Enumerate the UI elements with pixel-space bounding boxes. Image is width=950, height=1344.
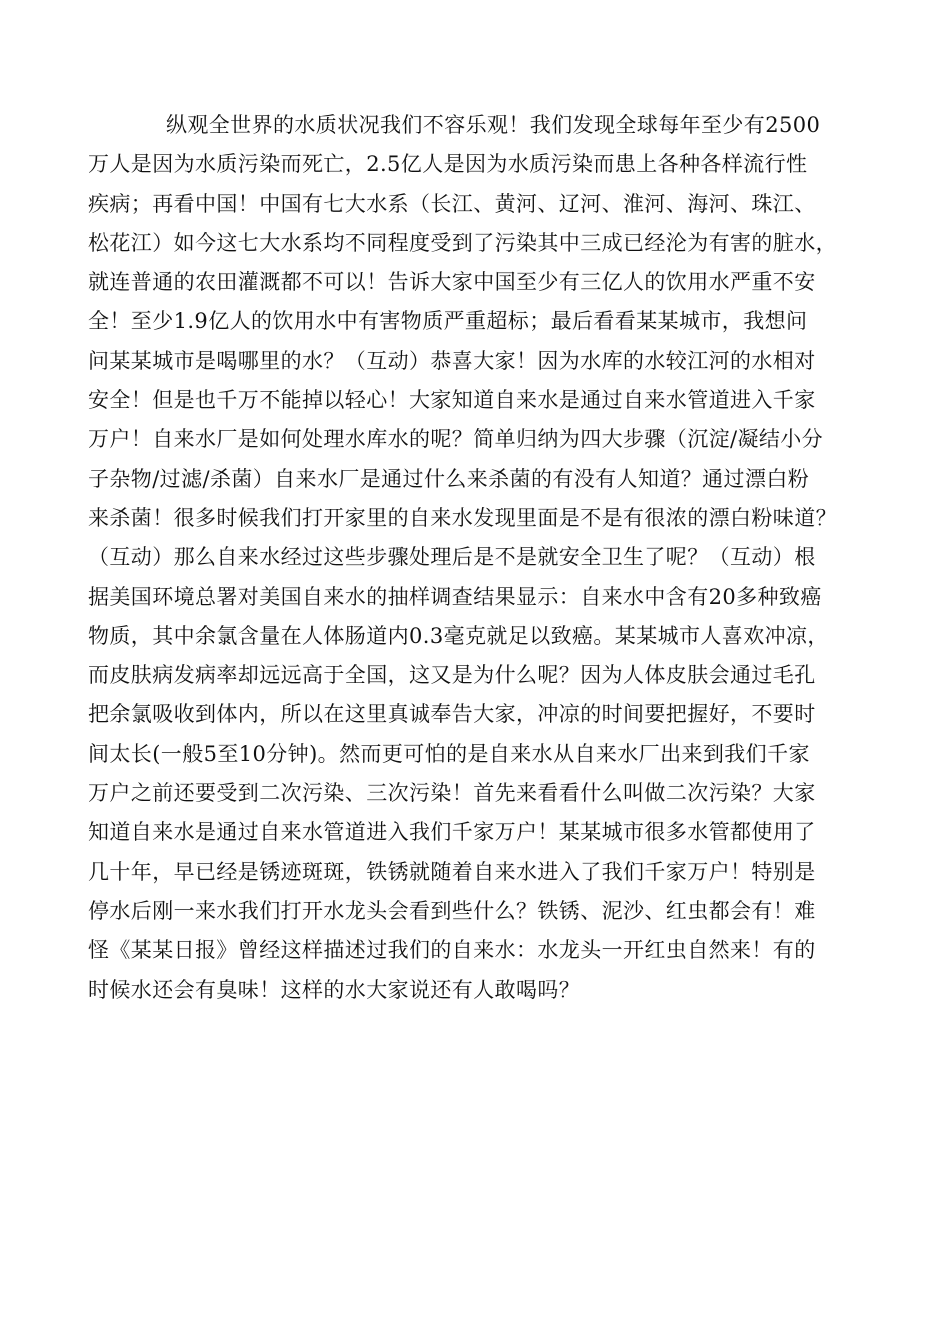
text-line: 安全！但是也千万不能掉以轻心！大家知道自来水是通过自来水管道进入千家 <box>88 388 816 413</box>
text-line: 万人是因为水质污染而死亡，2.5亿人是因为水质污染而患上各种各样流行性 <box>88 152 808 177</box>
text-line: 疾病；再看中国！中国有七大水系（长江、黄河、辽河、淮河、海河、珠江、 <box>88 191 816 216</box>
text-line: 物质，其中余氯含量在人体肠道内0.3毫克就足以致癌。某某城市人喜欢冲凉， <box>88 623 829 648</box>
text-line: 时候水还会有臭味！这样的水大家说还有人敢喝吗？ <box>88 977 581 1002</box>
text-line: 而皮肤病发病率却远远高于全国，这又是为什么呢？因为人体皮肤会通过毛孔 <box>88 663 816 688</box>
text-line: 怪《某某日报》曾经这样描述过我们的自来水：水龙头一开红虫自然来！有的 <box>88 938 816 963</box>
text-line: 几十年，早已经是锈迹斑斑，铁锈就随着自来水进入了我们千家万户！特别是 <box>88 859 816 884</box>
text-line: 把余氯吸收到体内，所以在这里真诚奉告大家，冲凉的时间要把握好，不要时 <box>88 702 816 727</box>
text-line: 问某某城市是喝哪里的水？（互动）恭喜大家！因为水库的水较江河的水相对 <box>88 348 816 373</box>
text-line: 知道自来水是通过自来水管道进入我们千家万户！某某城市很多水管都使用了 <box>88 820 816 845</box>
text-line: 就连普通的农田灌溉都不可以！告诉大家中国至少有三亿人的饮用水严重不安 <box>88 270 816 295</box>
text-line: 子杂物/过滤/杀菌）自来水厂是通过什么来杀菌的有没有人知道？通过漂白粉 <box>88 466 810 491</box>
text-line: 据美国环境总署对美国自来水的抽样调查结果显示：自来水中含有20多种致癌 <box>88 584 822 609</box>
text-line: 停水后刚一来水我们打开水龙头会看到些什么？铁锈、泥沙、红虫都会有！难 <box>88 898 816 923</box>
text-line: 纵观全世界的水质状况我们不容乐观！我们发现全球每年至少有2500 <box>166 113 821 137</box>
text-line: 全！至少1.9亿人的饮用水中有害物质严重超标；最后看看某某城市，我想问 <box>88 309 808 334</box>
text-line: 来杀菌！很多时候我们打开家里的自来水发现里面是不是有很浓的漂白粉味道？ <box>88 505 837 530</box>
text-line: 万户！自来水厂是如何处理水库水的呢？简单归纳为四大步骤（沉淀/凝结小分 <box>88 427 824 452</box>
text-line: 万户之前还要受到二次污染、三次污染！首先来看看什么叫做二次污染？大家 <box>88 781 816 806</box>
text-line: 间太长(一般5至10分钟)。然而更可怕的是自来水从自来水厂出来到我们千家 <box>88 741 810 766</box>
body-paragraph <box>88 106 864 1010</box>
text-line: 松花江）如今这七大水系均不同程度受到了污染其中三成已经沦为有害的脏水， <box>88 230 837 255</box>
text-line: （互动）那么自来水经过这些步骤处理后是不是就安全卫生了呢？（互动）根 <box>88 545 816 570</box>
